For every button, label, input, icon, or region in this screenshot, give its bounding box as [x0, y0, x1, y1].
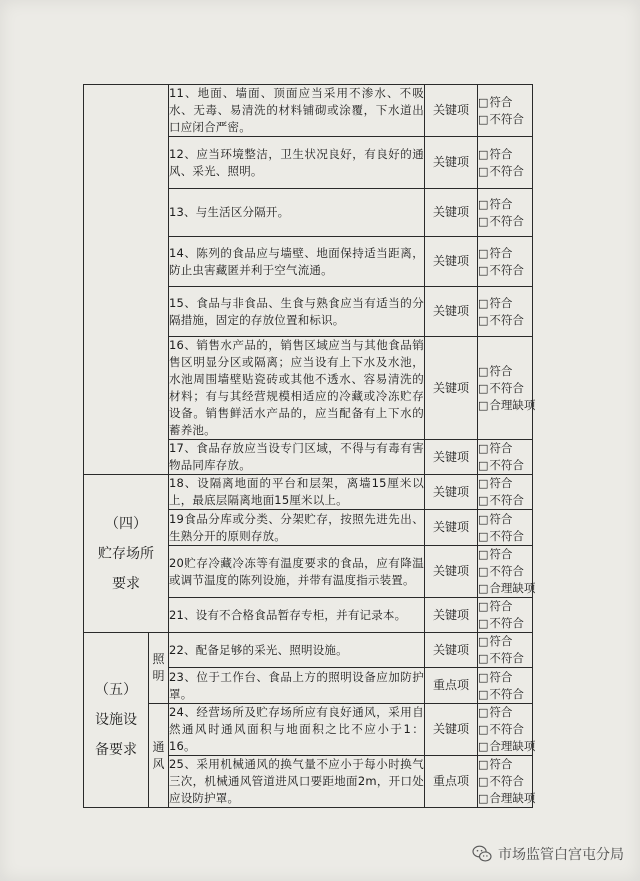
- item-level: 关键项: [425, 598, 478, 633]
- option-conform[interactable]: □ 符合: [478, 94, 532, 111]
- item-level: 关键项: [425, 440, 478, 475]
- table-row: [84, 85, 533, 137]
- item-level: 关键项: [425, 85, 478, 137]
- section-title-line1: 设施设: [95, 712, 137, 728]
- option-nonconform[interactable]: □ 不符合: [478, 615, 532, 632]
- item-text: 18、设隔离地面的平台和层架，离墙15厘米以上，最底层隔离地面15厘米以上。: [169, 475, 425, 510]
- item-text: 22、配备足够的采光、照明设施。: [169, 633, 425, 668]
- option-nonconform[interactable]: □ 不符合: [478, 492, 532, 509]
- subsection-char: 明: [152, 669, 165, 683]
- option-conform[interactable]: □ 符合: [478, 633, 532, 650]
- option-nonconform[interactable]: □ 不符合: [478, 111, 532, 128]
- option-conform[interactable]: □ 符合: [478, 295, 532, 312]
- option-reasonable-missing[interactable]: □ 合理缺项: [478, 790, 532, 807]
- table-row: [84, 704, 533, 756]
- section-title-line2: 要求: [112, 575, 140, 592]
- watermark-text: 市场监管白宫屯分局: [498, 847, 624, 863]
- item-level: 关键项: [425, 237, 478, 287]
- item-options: [478, 598, 533, 633]
- section-number: （四）: [105, 515, 147, 532]
- item-options: [478, 668, 533, 704]
- option-conform[interactable]: □ 符合: [478, 440, 532, 457]
- option-conform[interactable]: □ 符合: [478, 756, 532, 773]
- item-options: [478, 510, 533, 546]
- item-options: [478, 137, 533, 189]
- item-options: [478, 633, 533, 668]
- option-nonconform[interactable]: □ 不符合: [478, 457, 532, 474]
- item-level: 关键项: [425, 189, 478, 237]
- item-text: 19食品分库或分类、分架贮存，按照先进先出、生熟分开的原则存放。: [169, 510, 425, 546]
- item-options: [478, 704, 536, 756]
- item-text: 24、经营场所及贮存场所应有良好通风，采用自然通风时通风面积与地面积之比不应小于1：16。: [169, 704, 425, 756]
- subsection-char: 照: [152, 652, 165, 666]
- item-level: 关键项: [425, 704, 478, 756]
- item-text: 15、食品与非食品、生食与熟食应当有适当的分隔措施，固定的存放位置和标识。: [169, 287, 425, 337]
- option-conform[interactable]: □ 符合: [478, 245, 532, 262]
- item-options: [478, 756, 536, 808]
- subsection-char: 通: [152, 739, 165, 754]
- option-conform[interactable]: □ 符合: [478, 704, 532, 721]
- option-conform[interactable]: □ 符合: [478, 475, 532, 492]
- section-number: （五）: [95, 682, 137, 698]
- item-level: 关键项: [425, 475, 478, 510]
- option-reasonable-missing[interactable]: □ 合理缺项: [478, 738, 532, 755]
- item-level: 重点项: [425, 668, 478, 704]
- option-nonconform[interactable]: □ 不符合: [478, 721, 532, 738]
- item-options: [478, 546, 536, 598]
- option-nonconform[interactable]: □ 不符合: [478, 528, 532, 545]
- option-nonconform[interactable]: □ 不符合: [478, 213, 532, 230]
- item-options: [478, 337, 536, 440]
- item-options: [478, 237, 533, 287]
- option-reasonable-missing[interactable]: □ 合理缺项: [478, 580, 532, 597]
- item-level: 关键项: [425, 287, 478, 337]
- inspection-checklist-table: [83, 84, 536, 808]
- option-nonconform[interactable]: □ 不符合: [478, 262, 532, 279]
- section-facility-label: [84, 633, 149, 808]
- subsection-lighting-label: [149, 633, 169, 704]
- option-nonconform[interactable]: □ 不符合: [478, 650, 532, 667]
- previous-section-cell: [84, 85, 169, 475]
- subsection-ventilation-label: [149, 704, 169, 808]
- item-level: 关键项: [425, 137, 478, 189]
- item-options: [478, 475, 533, 510]
- option-conform[interactable]: □ 符合: [478, 511, 532, 528]
- option-conform[interactable]: □ 符合: [478, 669, 532, 686]
- item-text: 14、陈列的食品应与墙壁、地面保持适当距离，防止虫害藏匿并利于空气流通。: [169, 237, 425, 287]
- item-level: 关键项: [425, 633, 478, 668]
- item-options: [478, 440, 533, 475]
- item-text: 11、地面、墙面、顶面应当采用不渗水、不吸水、无毒、易清洗的材料铺砌或涂覆，下水道出口应闭合严密。: [169, 85, 425, 137]
- option-nonconform[interactable]: □ 不符合: [478, 312, 532, 329]
- item-text: 12、应当环境整洁，卫生状况良好，有良好的通风、采光、照明。: [169, 137, 425, 189]
- item-text: 25、采用机械通风的换气量不应小于每小时换气三次，机械通风管道进风口要距地面2m，开口处应设防护罩。: [169, 756, 425, 808]
- option-nonconform[interactable]: □ 不符合: [478, 380, 532, 397]
- option-nonconform[interactable]: □ 不符合: [478, 163, 532, 180]
- table-row: [84, 633, 533, 668]
- option-nonconform[interactable]: □ 不符合: [478, 563, 532, 580]
- item-text: 16、销售水产品的，销售区域应当与其他食品销售区明显分区或隔离；应当设有上下水及水池，水池周围墙壁贴瓷砖或其他不透水、容易清洗的材料；有与其经营规模相适应的冷藏或冷冻贮存设备。销售鲜活水产品的，应当配备有上下水的蓄养池。: [169, 337, 425, 440]
- item-level: 关键项: [425, 510, 478, 546]
- item-level: 重点项: [425, 756, 478, 808]
- option-conform[interactable]: □ 符合: [478, 146, 532, 163]
- option-nonconform[interactable]: □ 不符合: [478, 686, 532, 703]
- section-storage-label: [84, 475, 169, 633]
- option-conform[interactable]: □ 符合: [478, 598, 532, 615]
- option-conform[interactable]: □ 符合: [478, 363, 532, 380]
- item-text: 17、食品存放应当设专门区域，不得与有毒有害物品同库存放。: [169, 440, 425, 475]
- table-row: [84, 475, 533, 510]
- item-text: 20贮存冷藏冷冻等有温度要求的食品，应有降温或调节温度的陈列设施，并带有温度指示装置。: [169, 546, 425, 598]
- item-text: 21、设有不合格食品暂存专柜，并有记录本。: [169, 598, 425, 633]
- item-text: 23、位于工作台、食品上方的照明设备应加防护罩。: [169, 668, 425, 704]
- option-nonconform[interactable]: □ 不符合: [478, 773, 532, 790]
- item-level: 关键项: [425, 337, 478, 440]
- item-level: 关键项: [425, 546, 478, 598]
- option-conform[interactable]: □ 符合: [478, 546, 532, 563]
- section-title-line1: 贮存场所: [98, 545, 154, 562]
- item-text: 13、与生活区分隔开。: [169, 189, 425, 237]
- wechat-watermark: [472, 841, 624, 867]
- wechat-icon: [472, 845, 492, 863]
- item-options: [478, 287, 533, 337]
- subsection-char: 风: [152, 756, 165, 771]
- option-conform[interactable]: □ 符合: [478, 196, 532, 213]
- option-reasonable-missing[interactable]: □ 合理缺项: [478, 397, 532, 414]
- item-options: [478, 189, 533, 237]
- section-title-line2: 备要求: [95, 742, 137, 758]
- item-options: [478, 85, 533, 137]
